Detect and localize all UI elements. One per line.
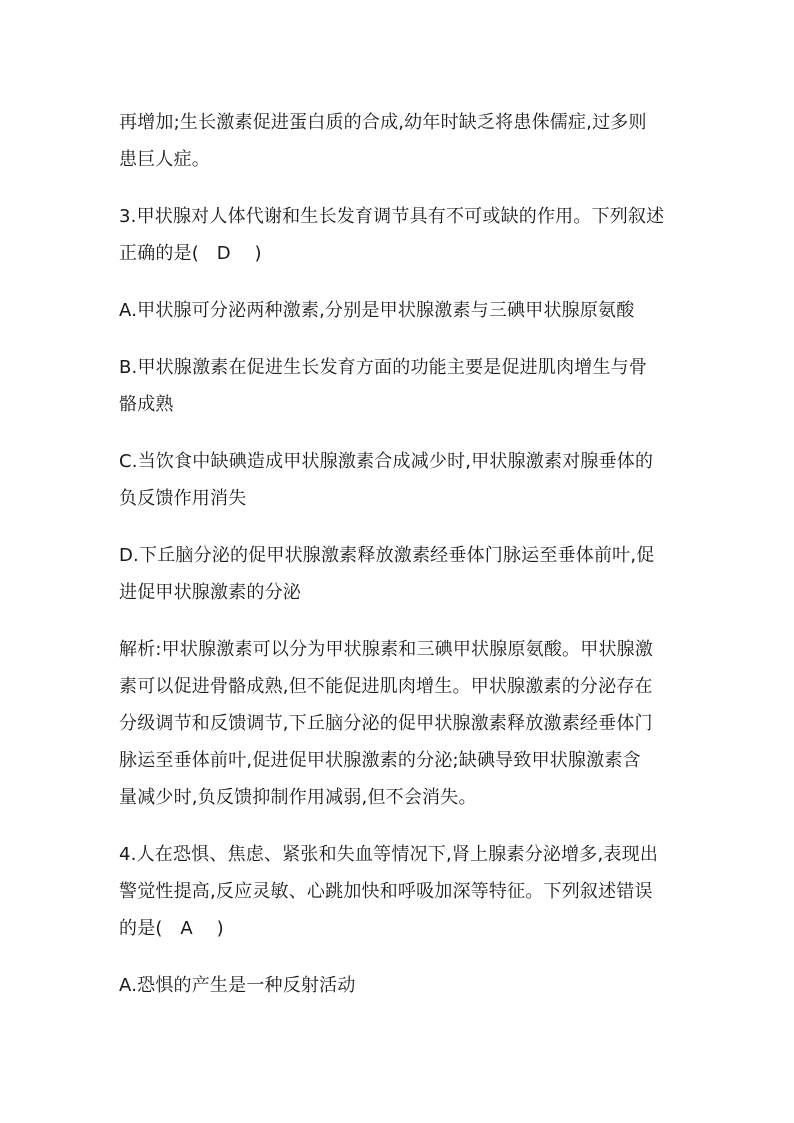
document-content [119, 104, 679, 1004]
analysis-line-2: 素可以促进骨骼成熟,但不能促进肌肉增生。甲状腺激素的分泌存在 [119, 676, 653, 697]
question-3-option-d-line-2: 进促甲状腺激素的分泌 [119, 582, 301, 603]
analysis-line-5: 量减少时,负反馈抑制作用减弱,但不会消失。 [119, 787, 477, 808]
question-4-stem-prefix: 的是( [119, 918, 163, 939]
analysis-line-4: 脉运至垂体前叶,促进促甲状腺激素的分泌;缺碘导致甲状腺激素含 [119, 750, 641, 771]
continuation-line-2: 患巨人症。 [119, 149, 210, 170]
question-4 [119, 836, 679, 1004]
question-3-answer: D [216, 243, 231, 264]
question-3-stem-line-2 [119, 235, 679, 272]
question-3-option-b-line-2: 骼成熟 [119, 394, 174, 415]
question-4-stem-suffix: ) [216, 918, 224, 939]
question-3 [119, 198, 679, 816]
question-3-option-b-line-1: B.甲状腺激素在促进生长发育方面的功能主要是促进肌肉增生与骨 [119, 357, 648, 378]
question-3-option-c-line-1: C.当饮食中缺碘造成甲状腺激素合成减少时,甲状腺激素对腺垂体的 [119, 451, 654, 472]
question-3-option-a: A.甲状腺可分泌两种激素,分别是甲状腺激素与三碘甲状腺原氨酸 [119, 300, 635, 321]
question-3-stem-prefix: 正确的是( [119, 243, 200, 264]
question-3-analysis [119, 631, 679, 816]
question-3-stem-suffix: ) [254, 243, 262, 264]
question-3-stem-line-1: 3.甲状腺对人体代谢和生长发育调节具有不可或缺的作用。下列叙述 [119, 206, 665, 227]
question-4-stem-line-3 [119, 910, 679, 947]
question-4-answer: A [180, 918, 193, 939]
question-4-stem-line-2: 警觉性提高,反应灵敏、心跳加快和呼吸加深等特征。下列叙述错误 [119, 881, 653, 902]
analysis-line-3: 分级调节和反馈调节,下丘脑分泌的促甲状腺激素释放激素经垂体门 [119, 713, 653, 734]
question-3-option-c-line-2: 负反馈作用消失 [119, 488, 247, 509]
question-3-option-d-line-1: D.下丘脑分泌的促甲状腺激素释放激素经垂体门脉运至垂体前叶,促 [119, 545, 655, 566]
analysis-line-1: 解析:甲状腺激素可以分为甲状腺素和三碘甲状腺原氨酸。甲状腺激 [119, 639, 654, 660]
question-4-stem-line-1: 4.人在恐惧、焦虑、紧张和失血等情况下,肾上腺素分泌增多,表现出 [119, 844, 659, 865]
question-4-option-a: A.恐惧的产生是一种反射活动 [119, 975, 356, 996]
continuation-line-1: 再增加;生长激素促进蛋白质的合成,幼年时缺乏将患侏儒症,过多则 [119, 112, 647, 133]
